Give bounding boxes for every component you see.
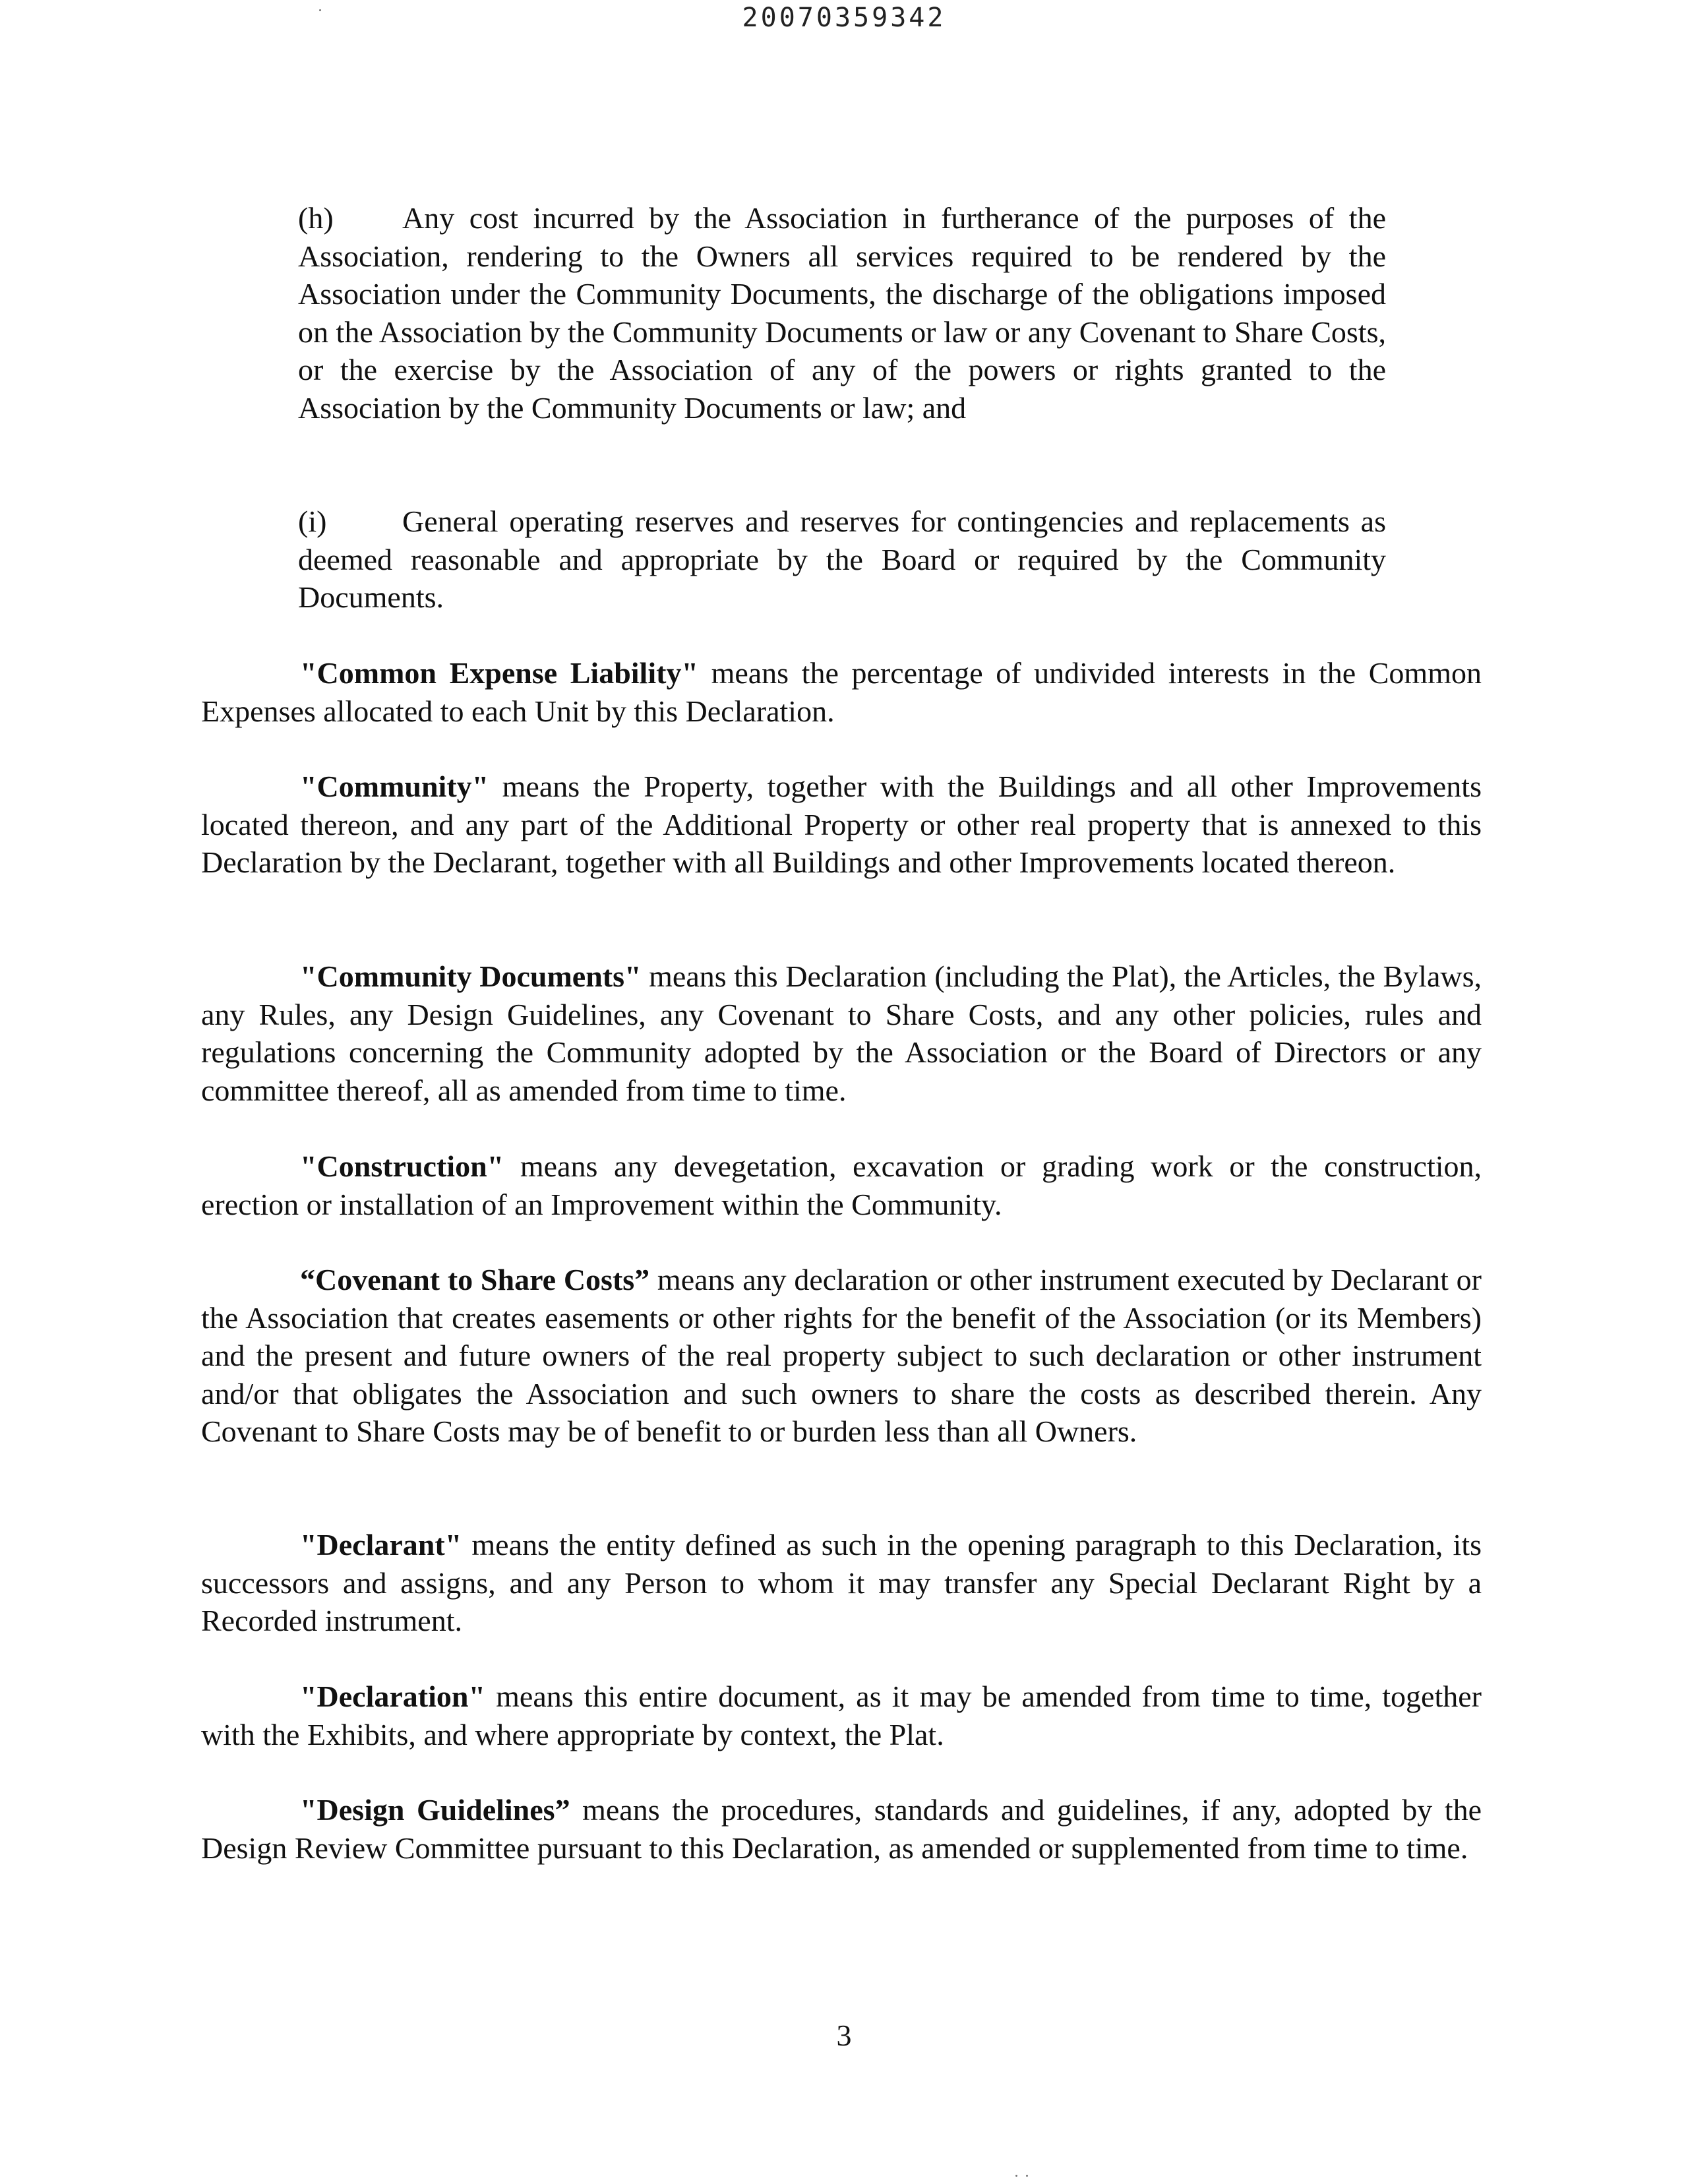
definition-construction	[201, 1147, 1482, 1223]
definition-community	[201, 768, 1482, 882]
defined-term: "Community"	[300, 770, 489, 803]
list-item-text: General operating reserves and reserves for contingencies and replacements as deemed reasonable and appropriate by the Board or required by the Community Documents.	[298, 504, 1386, 614]
definition-covenant-to-share-costs	[201, 1261, 1482, 1451]
definition-design-guidelines	[201, 1791, 1482, 1867]
definition-text: means the entity defined as such in the opening paragraph to this Declaration, its successors and assigns, and any Person to whom it may transfer any Special Declarant Right by a Recorded instrument.	[201, 1528, 1482, 1637]
list-item-text: Any cost incurred by the Association in furtherance of the purposes of the Association, rendering to the Owners all services required to be rendered by the Association under the Community Documents, the discharge of the obligations imposed on the Association by the Community Documents or law or any Covenant to Share Costs, or the exercise by the Association of any of the powers or rights granted to the Association by the Community Documents or law; and	[298, 201, 1386, 425]
list-marker: (h)	[298, 201, 334, 235]
definition-declaration	[201, 1678, 1482, 1753]
defined-term: "Community Documents"	[300, 959, 642, 993]
definition-text: means this entire document, as it may be amended from time to time, together with the Exhibits, and where appropriate by context, the Plat.	[201, 1680, 1482, 1751]
defined-term: "Declaration"	[300, 1680, 486, 1713]
definition-text: means the procedures, standards and guidelines, if any, adopted by the Design Review Committee pursuant to this Declaration, as amended or supplemented from time to time.	[201, 1793, 1482, 1865]
list-marker: (i)	[298, 504, 327, 538]
document-number: 20070359342	[742, 3, 946, 33]
list-item-i	[298, 502, 1386, 617]
defined-term: “Covenant to Share Costs”	[300, 1263, 650, 1296]
definition-text: means the Property, together with the Buildings and all other Improvements located thereon, and any part of the Additional Property or other real property that is annexed to this Declaration by the Declarant, together with all Buildings and other Improvements located thereon.	[201, 770, 1482, 879]
scan-speck	[1015, 2175, 1017, 2177]
definition-community-documents	[201, 957, 1482, 1109]
defined-term: "Common Expense Liability"	[300, 656, 698, 690]
definition-declarant	[201, 1526, 1482, 1640]
definition-text: means any devegetation, excavation or grading work or the construction, erection or installation of an Improvement within the Community.	[201, 1149, 1482, 1221]
definition-text: means any declaration or other instrument executed by Declarant or the Association that creates easements or other rights for the benefit of the Association (or its Members) and the present and future owners of the real property subject to such declaration or other instrument and/or that obligates the Association and such owners to share the costs as described therein. Any Covenant to Share Costs may be of benefit to or burden less than all Owners.	[201, 1263, 1482, 1448]
definition-common-expense-liability	[201, 654, 1482, 730]
list-item-h	[298, 199, 1386, 427]
definition-text: means this Declaration (including the Plat), the Articles, the Bylaws, any Rules, any Design Guidelines, any Covenant to Share Costs, and any other policies, rules and regulations concerning the Community adopted by the Association or the Board of Directors or any committee thereof, all as amended from time to time.	[201, 959, 1482, 1107]
defined-term: "Construction"	[300, 1149, 504, 1183]
defined-term: "Design Guidelines”	[300, 1793, 570, 1827]
scan-speck	[1026, 2175, 1028, 2177]
defined-term: "Declarant"	[300, 1528, 462, 1562]
page-number: 3	[836, 2018, 852, 2052]
definition-text: means the percentage of undivided interests in the Common Expenses allocated to each Unit by this Declaration.	[201, 656, 1482, 728]
